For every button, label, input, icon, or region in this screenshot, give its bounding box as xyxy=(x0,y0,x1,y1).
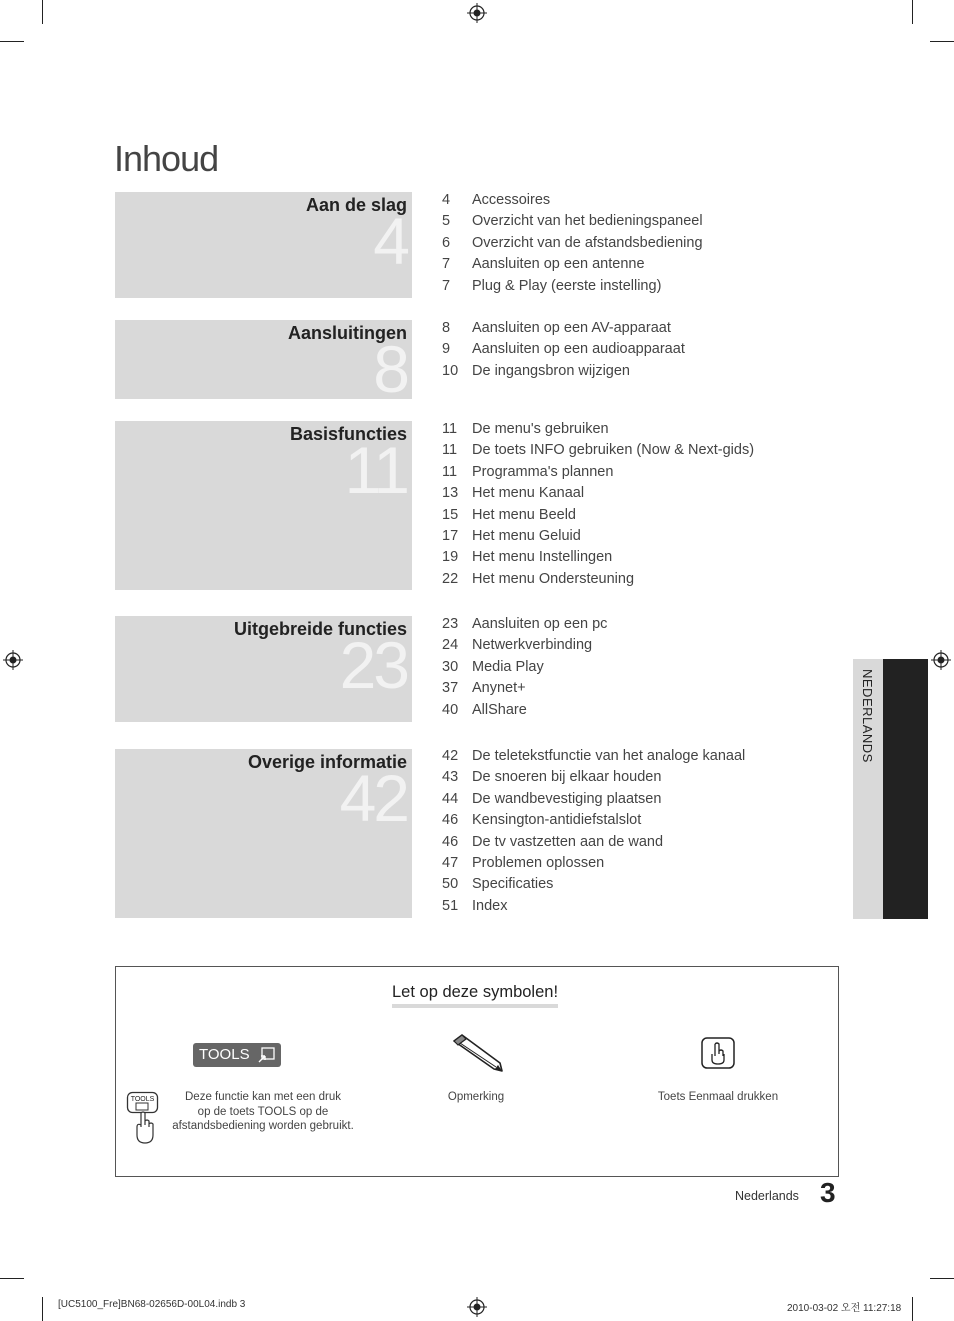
toc-page-number: 15 xyxy=(442,506,459,523)
toc-page-number: 37 xyxy=(442,680,459,697)
toc-item[interactable] xyxy=(442,571,754,592)
registration-mark-icon xyxy=(467,1297,487,1317)
toc-item-text: Problemen oplossen xyxy=(472,854,605,871)
toc-item-text: De ingangsbron wijzigen xyxy=(472,362,630,379)
toc-item-text: Media Play xyxy=(472,658,544,675)
toc-page-number: 30 xyxy=(442,658,459,675)
tools-caption-line: Deze functie kan met een druk xyxy=(185,1091,341,1103)
tools-badge xyxy=(193,1043,281,1067)
toc-item-text: Aansluiten op een audioapparaat xyxy=(472,341,685,358)
toc-item-text: Kensington-antidiefstalslot xyxy=(472,812,642,829)
section-title: Aansluitingen xyxy=(287,323,407,343)
toc-item[interactable] xyxy=(442,192,703,213)
toc-item[interactable] xyxy=(442,659,607,680)
toc-page-number: 4 xyxy=(442,192,451,208)
toc-item-text: Programma's plannen xyxy=(472,463,614,480)
tools-badge-label: TOOLS xyxy=(199,1046,250,1063)
toc-page-number: 42 xyxy=(442,748,459,764)
print-info-timestamp: 2010-03-02 오전 11:27:18 xyxy=(787,1303,902,1314)
crop-mark xyxy=(0,1278,24,1279)
toc-item[interactable] xyxy=(442,278,703,299)
toc-page-number: 22 xyxy=(442,570,459,587)
footer-language: Nederlands xyxy=(735,1189,799,1203)
toc-item-text: De snoeren bij elkaar houden xyxy=(472,769,662,786)
toc-item-text: Netwerkverbinding xyxy=(472,637,593,654)
language-side-tab xyxy=(853,659,928,919)
toc-page-number: 7 xyxy=(442,277,451,294)
page-title: Inhoud xyxy=(114,138,219,179)
toc-item-text: Het menu Beeld xyxy=(472,506,576,523)
toc-list xyxy=(442,616,607,723)
toc-page-number: 8 xyxy=(442,320,451,336)
toc-item[interactable] xyxy=(442,812,745,833)
tools-caption-line: afstandsbediening worden gebruikt. xyxy=(172,1120,354,1132)
toc-item-text: Aansluiten op een pc xyxy=(472,616,608,632)
toc-item-text: Aansluiten op een AV-apparaat xyxy=(472,320,671,336)
toc-item[interactable] xyxy=(442,876,745,897)
section-box-uitgebreide-functies xyxy=(115,616,412,722)
toc-page-number: 24 xyxy=(442,637,459,654)
toc-item-text: Index xyxy=(472,897,508,914)
section-box-basisfuncties xyxy=(115,421,412,590)
toc-item[interactable] xyxy=(442,485,754,506)
crop-mark xyxy=(42,0,43,24)
toc-item[interactable] xyxy=(442,235,703,256)
toc-page-number: 47 xyxy=(442,854,459,871)
tools-hand-icon xyxy=(257,1047,275,1063)
crop-mark xyxy=(912,1297,913,1321)
section-title: Overige informatie xyxy=(247,752,407,772)
toc-item[interactable] xyxy=(442,616,607,637)
note-caption: Opmerking xyxy=(447,1091,505,1103)
section-title: Aan de slag xyxy=(305,195,407,215)
toc-item-text: Anynet+ xyxy=(472,680,526,697)
toc-page-number: 5 xyxy=(442,213,451,230)
toc-page-number: 6 xyxy=(442,234,451,251)
toc-item[interactable] xyxy=(442,320,685,341)
page-number: 3 xyxy=(820,1177,836,1208)
symbols-title: Let op deze symbolen! xyxy=(392,983,558,1008)
tools-icon-label: TOOLS xyxy=(130,1096,155,1103)
toc-item[interactable] xyxy=(442,855,745,876)
toc-page-number: 11 xyxy=(442,463,458,480)
toc-item-text: De tv vastzetten aan de wand xyxy=(472,833,664,850)
toc-item[interactable] xyxy=(442,748,745,769)
side-tab-label-area xyxy=(853,659,883,919)
toc-page-number: 46 xyxy=(442,812,459,829)
toc-item-text: Accessoires xyxy=(472,192,551,208)
print-info-file: [UC5100_Fre]BN68-02656D-00L04.indb 3 xyxy=(58,1299,246,1310)
registration-mark-icon xyxy=(931,650,951,670)
toc-item-text: Specificaties xyxy=(472,876,554,893)
toc-item[interactable] xyxy=(442,637,607,658)
crop-mark xyxy=(912,0,913,24)
crop-mark xyxy=(930,41,954,42)
toc-page-number: 9 xyxy=(442,341,451,358)
toc-page-number: 17 xyxy=(442,527,459,544)
toc-list xyxy=(442,748,745,919)
section-number: 42 xyxy=(339,761,407,835)
toc-item-text: Overzicht van het bedieningspaneel xyxy=(472,213,703,230)
toc-page-number: 40 xyxy=(442,701,459,718)
toc-item-text: Het menu Geluid xyxy=(472,527,581,544)
toc-item[interactable] xyxy=(442,680,607,701)
toc-item-text: AllShare xyxy=(472,701,527,718)
toc-item[interactable] xyxy=(442,421,754,442)
toc-item[interactable] xyxy=(442,769,745,790)
side-tab-label: NEDERLANDS xyxy=(860,669,875,763)
toc-item[interactable] xyxy=(442,464,754,485)
registration-mark-icon xyxy=(467,3,487,23)
toc-page-number: 19 xyxy=(442,549,459,566)
tools-caption-line: op de toets TOOLS op de xyxy=(197,1105,329,1118)
toc-item-text: De wandbevestiging plaatsen xyxy=(472,790,662,807)
toc-page-number: 11 xyxy=(442,421,458,437)
section-number: 8 xyxy=(373,332,407,406)
toc-item[interactable] xyxy=(442,507,754,528)
section-number: 4 xyxy=(373,204,407,278)
toc-page-number: 44 xyxy=(442,790,459,807)
toc-page-number: 10 xyxy=(442,362,459,379)
toc-item[interactable] xyxy=(442,363,685,384)
toc-item[interactable] xyxy=(442,256,703,277)
toc-item[interactable] xyxy=(442,791,745,812)
section-number: 23 xyxy=(339,628,407,702)
toc-item[interactable] xyxy=(442,549,754,570)
toc-page-number: 43 xyxy=(442,769,459,786)
toc-page-number: 13 xyxy=(442,485,459,502)
section-box-overige-informatie xyxy=(115,749,412,918)
toc-item-text: De teletekstfunctie van het analoge kanaal xyxy=(472,748,746,764)
crop-mark xyxy=(930,1278,954,1279)
toc-item-text: Overzicht van de afstandsbediening xyxy=(472,234,703,251)
crop-mark xyxy=(42,1297,43,1321)
toc-item[interactable] xyxy=(442,213,703,234)
toc-list xyxy=(442,320,685,384)
toc-item[interactable] xyxy=(442,341,685,362)
toc-item[interactable] xyxy=(442,442,754,463)
press-once-caption: Toets Eenmaal drukken xyxy=(657,1091,779,1103)
section-title: Uitgebreide functies xyxy=(233,619,407,639)
symbols-legend-box xyxy=(115,966,839,1177)
toc-item-text: De menu's gebruiken xyxy=(472,421,609,437)
toc-item-text: Plug & Play (eerste instelling) xyxy=(472,277,662,294)
toc-item[interactable] xyxy=(442,528,754,549)
toc-page-number: 50 xyxy=(442,876,459,893)
tools-caption xyxy=(168,1090,358,1134)
toc-item-text: Het menu Ondersteuning xyxy=(472,570,635,587)
section-number: 11 xyxy=(344,433,407,507)
toc-item-text: Aansluiten op een antenne xyxy=(472,256,645,273)
toc-page-number: 23 xyxy=(442,616,459,632)
toc-item[interactable] xyxy=(442,834,745,855)
toc-list xyxy=(442,192,703,299)
toc-item[interactable] xyxy=(442,898,745,919)
toc-list xyxy=(442,421,754,592)
section-title: Basisfuncties xyxy=(289,424,407,444)
toc-page-number: 51 xyxy=(442,897,459,914)
tools-button-press-icon xyxy=(126,1091,162,1145)
toc-item-text: Het menu Instellingen xyxy=(472,549,613,566)
toc-page-number: 11 xyxy=(442,442,458,459)
crop-mark xyxy=(0,41,24,42)
press-once-icon xyxy=(700,1036,736,1070)
pencil-note-icon xyxy=(450,1033,506,1073)
toc-item[interactable] xyxy=(442,702,607,723)
registration-mark-icon xyxy=(3,650,23,670)
section-box-aansluitingen xyxy=(115,320,412,406)
toc-item-text: Het menu Kanaal xyxy=(472,485,585,502)
section-box-aan-de-slag xyxy=(115,192,412,298)
toc-page-number: 7 xyxy=(442,256,451,273)
toc-page-number: 46 xyxy=(442,833,459,850)
toc-item-text: De toets INFO gebruiken (Now & Next-gids) xyxy=(472,442,755,459)
